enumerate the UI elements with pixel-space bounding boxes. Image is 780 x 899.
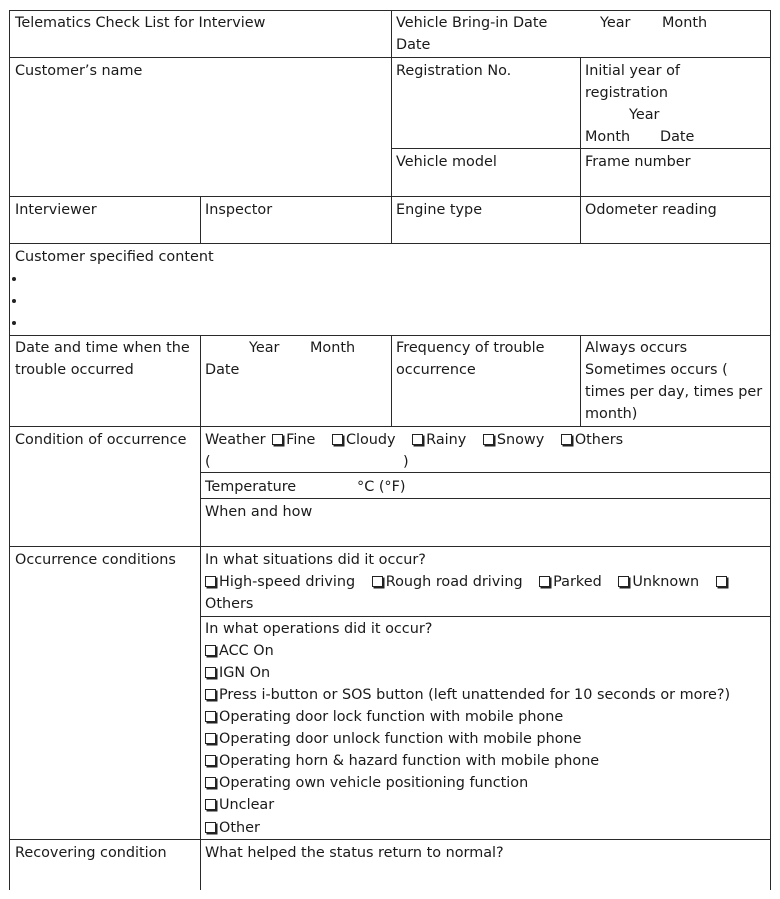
rule [770,10,771,890]
checkbox-icon[interactable] [272,434,283,445]
form-title: Telematics Check List for Interview [15,15,266,31]
operation-option[interactable] [205,817,260,839]
checkbox-icon[interactable] [716,576,727,587]
bullet-point [12,290,16,312]
situation-label: Parked [553,574,602,590]
vehicle-model-label: Vehicle model [396,154,497,170]
temperature-label: Temperature [205,479,297,495]
rule [580,335,581,426]
situation-high-speed-option[interactable] [205,574,355,590]
weather-rainy-option[interactable] [412,432,466,448]
others-paren-open: ( [205,454,211,470]
operation-label: Other [219,820,260,836]
condition-label: Condition of occurrence [15,432,187,448]
bullet-point [12,268,16,290]
weather-row [205,429,623,451]
operation-label: Unclear [219,797,275,813]
operation-option[interactable] [205,662,270,684]
checkbox-icon[interactable] [412,434,423,445]
frame-number-label: Frame number [585,154,691,170]
checkbox-icon[interactable] [205,667,216,678]
rule [9,57,770,58]
rule [9,546,770,547]
registration-no-label: Registration No. [396,63,512,79]
operation-label: Press i-button or SOS button (left unattended for 10 seconds or more?) [219,687,731,703]
checkbox-icon[interactable] [205,777,216,788]
weather-snowy-label: Snowy [496,432,545,448]
checkbox-icon[interactable] [205,576,216,587]
situation-unknown-option[interactable] [618,574,699,590]
operation-label: IGN On [219,665,271,681]
initial-year: Year [629,107,660,123]
situation-label: Rough road driving [385,574,523,590]
situation-others-checkbox[interactable] [716,574,730,590]
weather-fine-option[interactable] [272,432,315,448]
operation-option[interactable] [205,640,274,662]
rule [9,243,770,244]
checkbox-icon[interactable] [205,645,216,656]
checkbox-icon[interactable] [205,799,216,810]
weather-rainy-label: Rainy [426,432,467,448]
situation-label: Unknown [632,574,700,590]
weather-cloudy-label: Cloudy [345,432,396,448]
trouble-date-label: Date and time when the trouble occurred [15,340,190,378]
customer-specified-content-label: Customer specified content [15,249,214,265]
weather-label: Weather [205,432,266,448]
initial-year-label: Initial year of registration [585,63,680,101]
bullet-dot [12,321,16,325]
sometimes-occurs: Sometimes occurs ( times per day, times per month) [585,362,763,422]
weather-fine-label: Fine [286,432,316,448]
rule [200,196,201,243]
weather-others-option[interactable] [561,432,623,448]
initial-month: Month [585,129,631,145]
others-paren-close: ) [403,454,409,470]
operation-label: ACC On [219,643,274,659]
checkbox-icon[interactable] [561,434,572,445]
rule [200,335,201,890]
checkbox-icon[interactable] [205,689,216,700]
operation-option[interactable] [205,794,274,816]
recovering-question: What helped the status return to normal? [205,845,504,861]
weather-cloudy-option[interactable] [332,432,396,448]
frequency-label: Frequency of trouble occurrence [396,340,545,378]
odometer-reading-label: Odometer reading [585,202,717,218]
rule [200,472,770,473]
rule [9,426,770,427]
situations-question: In what situations did it occur? [205,552,426,568]
weather-others-label: Others [574,432,624,448]
rule [9,10,770,11]
situations-row [205,571,730,593]
bullet-dot [12,277,16,281]
situation-label: High-speed driving [219,574,356,590]
rule [9,839,770,840]
bring-in-year: Year [600,15,631,31]
rule [391,10,392,243]
operation-label: Operating horn & hazard function with mobile phone [219,753,600,769]
situation-others-label: Others [205,596,254,612]
initial-date: Date [660,129,695,145]
temperature-unit: °C (°F) [357,479,406,495]
bring-in-date-label: Vehicle Bring-in Date [396,15,548,31]
customer-name-label: Customer’s name [15,63,143,79]
rule [580,57,581,243]
checkbox-icon[interactable] [205,822,216,833]
situation-rough-road-option[interactable] [372,574,523,590]
always-occurs: Always occurs [585,340,688,356]
situation-parked-option[interactable] [539,574,602,590]
operation-option[interactable] [205,728,582,750]
rule [9,10,10,890]
checkbox-icon[interactable] [539,576,550,587]
operation-option[interactable] [205,772,528,794]
trouble-year: Year [249,340,280,356]
when-and-how-label: When and how [205,504,313,520]
operation-option[interactable] [205,684,730,706]
checkbox-icon[interactable] [205,733,216,744]
bring-in-date: Date [396,37,431,53]
rule [200,498,770,499]
checkbox-icon[interactable] [205,711,216,722]
operation-label: Operating door lock function with mobile phone [219,709,564,725]
rule [9,196,770,197]
bullet-dot [12,299,16,303]
operation-option[interactable] [205,706,563,728]
bring-in-month: Month [662,15,708,31]
checkbox-icon[interactable] [483,434,494,445]
operations-question: In what operations did it occur? [205,621,433,637]
engine-type-label: Engine type [396,202,483,218]
weather-snowy-option[interactable] [483,432,544,448]
checkbox-icon[interactable] [205,755,216,766]
operation-label: Operating door unlock function with mobile phone [219,731,582,747]
operation-label: Operating own vehicle positioning function [219,775,529,791]
bullet-point [12,312,16,334]
checkbox-icon[interactable] [618,576,629,587]
rule [9,335,770,336]
inspector-label: Inspector [205,202,273,218]
interviewer-label: Interviewer [15,202,97,218]
checkbox-icon[interactable] [372,576,383,587]
trouble-date: Date [205,362,240,378]
trouble-month: Month [310,340,356,356]
rule [391,335,392,426]
recovering-condition-label: Recovering condition [15,845,167,861]
operation-option[interactable] [205,750,599,772]
rule [200,616,770,617]
checkbox-icon[interactable] [332,434,343,445]
occurrence-conditions-label: Occurrence conditions [15,552,176,568]
